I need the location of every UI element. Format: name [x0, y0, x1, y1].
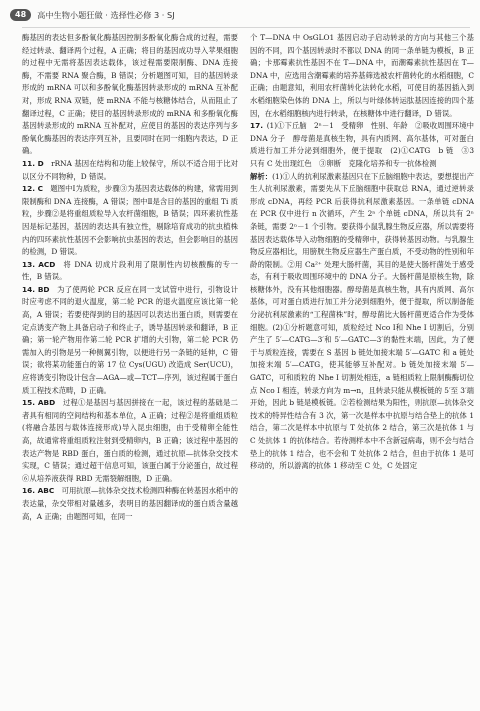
- answer-paragraph: 15. ABD 过程①是基因与基因拼接在一起，该过程的基础是二者具有相同的空间结构和基本单位，A 正确；过程②是将重组质粒(将融合基因与载体连接形成)导入昆虫细胞，由于受精卵全能性高，故通常将重组质粒注射到受精卵内，B 正确；该过程中基因的表达产物是 RBD 蛋白，蛋白质的检测，通过抗原—抗体杂交技术实现，C 错误；通过超干信息可知，该蛋白属于分泌蛋白，故过程⑥从培养液获得 RBD 无需裂解细胞，D 正确。: [22, 398, 238, 483]
- question-number: 14. BD: [22, 284, 50, 294]
- question-number: 15. ABD: [22, 398, 56, 408]
- right-column: [250, 32, 474, 705]
- explanation-label: 解析：: [250, 171, 273, 181]
- answer-paragraph: 11. D rRNA 基因在结构和功能上较保守，所以不适合用于比对以区分不同物种，D 错误。: [22, 158, 238, 181]
- question-number: 12. C: [22, 184, 43, 194]
- explanation-paragraph: 解析：(1)①人的抗利尿激素基因只在下丘脑细胞中表达，要想提出产生人抗利尿激素，需要先从下丘脑细胞中获取总 RNA，通过逆转录形成 cDNA，再经 PCR 后获得抗利尿激素基因。一条单链 cDNA 在 PCR 仅中进行 n 次循环，产生 2ⁿ 个单链 cDNA，所以共有 2ⁿ 条链，需要 2ⁿ－1 个引物。要获得小鼠乳腺生物反应器，所以需要将基因表达载体导入动物细胞的受精卵中，获得转基因动物。与乳腺生物反应器相比，用膀胱生物反应器生产蛋白质，不受动物的性别和年龄的限制。②用 Ca²⁺ 处理大肠杆菌，其目的是使大肠杆菌处于感受态，有利于吸收周围环境中的 DNA 分子。大肠杆菌是原核生物，除核糖体外，没有其他细胞器。醇母菌是真核生物，具有内质网、高尔基体，可对蛋白质进行加工并分泌到细胞外，便于提取，所以制备能分泌抗利尿激素的“工程菌株”时，醇母菌比大肠杆菌更适合作为受体细胞。(2)①分析题意可知，质粒经过 Nco Ⅰ和 Nhe Ⅰ 切割后，分别产生了 5′—CATG—3′和 5′—GATC—3′的黏性末端，因此，为了便于与质粒连接，需要在 S 基因 b 链处加接末端 5′—GATC 和 a 链处加接末端 5′—CATG，使其能够互补配对。b 链处加接末端 5′—GATC，可和质粒的 Nhe Ⅰ 切割处相连，a 链相质粒上限制酶酶切位点 Nco Ⅰ 相连，转录方向为 m→n，且转录只能从模板链的 5′至 3′端开始，因此 b 链是模板链。②若检测结果为阳性，则抗原—抗体杂交技术的特异性结合有 3 次，第一次是样本中抗原与结合垫上的抗体 1 结合，第二次是样本中抗原与 T 处抗体 2 结合，第三次是抗体 1 与 C 处抗体 1 的抗体结合。若待测样本中不含新冠病毒，则不会与结合垫上的抗体 1 结合，也不会和 T 处抗体 2 结合，但由于抗体 1 是可移动的，所以游离的抗体 1 移动至 C 处，C 处固定: [250, 171, 474, 471]
- question-number: 13. ACD: [22, 259, 56, 269]
- page-header: [10, 7, 175, 23]
- answer-paragraph: 个 T—DNA 中 OsGLO1 基因启动子启动转录的方向与其他三个基因的不同，四个基因转录时不都以 DNA 的同一条单链为模板，B 正确；卡那霉素抗性基因不在 T—DNA 中，而潮霉素抗性基因在 T—DNA 中，应选用含潮霉素的培养基筛选被农杆菌转化的水稻细胞，C 正确；由题意知，利用农杆菌转化法转化水稻，可使目的基因插入到水稻细胞染色体的 DNA 上，所以与叶绿体转运肽基因连接的四个基因，在水稻细胞核内进行转录，在核糖体中进行翻译，D 错误。: [250, 33, 474, 118]
- question-number: 16. ABC: [22, 486, 55, 496]
- answer-paragraph: 酶基因的表达但多酚氧化酶基因控制多酚氧化酶合成的过程，需要经过转录、翻译两个过程，A 正确；将目的基因成功导入苹果细胞的过程中无需将基因表达载体，该过程需要限制酶、DNA 连接酶，不需要 RNA 聚合酶，B 错误；分析题图可知，目的基因转录形成的 mRNA 可以和多酚氧化酶基因转录形成的 mRNA 互补配对，形成 RNA 双链，使 mRNA 不能与核糖体结合，从而阻止了翻译过程，C 正确；使目的基因转录形成的 mRNA 和多酚氧化酶基因转录形成的 mRNA 互补配对，应使目的基因的表达序列与多酚氧化酶基因的表达序列互补，且要同时在同一细胞内表达，D 正确。: [22, 33, 238, 156]
- left-column: [22, 32, 238, 705]
- answer-paragraph: 13. ACD 将 DNA 切成片段利用了限制性内切核酸酶的专一性，B 错误。: [22, 259, 238, 282]
- answer-paragraph: 12. C 题图中Ⅰ为质粒，步骤③为基因表达载体的构建，常需用到限制酶和 DNA 连接酶，A 错误；图中Ⅱ是含目的基因的重组 Ti 质粒，步骤②是将重组质粒导入农杆菌细胞，B 错误；四环素抗性基因是标记基因，基因的表达具有独立性，剔除培育成功的抗虫植株内的四环素抗性基因不会影响抗虫基因的表达，但会影响目的基因的检测，D 错误。: [22, 184, 238, 257]
- answer-paragraph: 14. BD 为了使两轮 PCR 反应在同一支试管中进行，引物设计时应考虑不同的退火温度，第二轮 PCR 的退火温度应该比第一轮高，A 错误；若要使得到的目的基因可以表达出蛋白质，则需要在定点诱变产物上具备启动子和终止子，诱导基因转录和翻译，B 正确；第一轮产物用作第二轮 PCR 扩增的大引物，第二轮 PCR 仍需加入的引物是另一种侧翼引物，以便进行另一条链的延伸，C 错误；欲将某功能蛋白的第 17 位 Cys(UGU) 改造成 Ser(UCU)，应将诱变引物设计包含—AGA—或—TCT—序列，该过程属于蛋白质工程技术范畴，D 正确。: [22, 284, 238, 395]
- header-divider: [22, 27, 470, 28]
- answer-paragraph: 16. ABC 可用抗原—抗体杂交技术检测四种酶在转基因水稻中的表达量，杂交带相对量越多，表明目的基因翻译成的蛋白质含量越高，A 正确；由题图可知，在同一: [22, 486, 238, 521]
- answer-paragraph: 17. (1)①下丘脑 2ⁿ－1 受精卵 性别、年龄 ②吸收周围环境中 DNA 分子 醇母菌是真核生物，具有内质网、高尔基体，可对蛋白质进行加工并分泌到细胞外，便于提取 (2)①CATG b 链 ③3 只有 C 处出现红色 ③卵断 克隆化培养和专一抗体检测: [250, 121, 474, 168]
- question-number: 11. D: [22, 158, 44, 168]
- book-title: 高中生物小题狂做 · 选择性必修 3 · SJ: [37, 9, 175, 20]
- question-number: 17.: [250, 121, 264, 131]
- page-number: 48: [10, 9, 31, 21]
